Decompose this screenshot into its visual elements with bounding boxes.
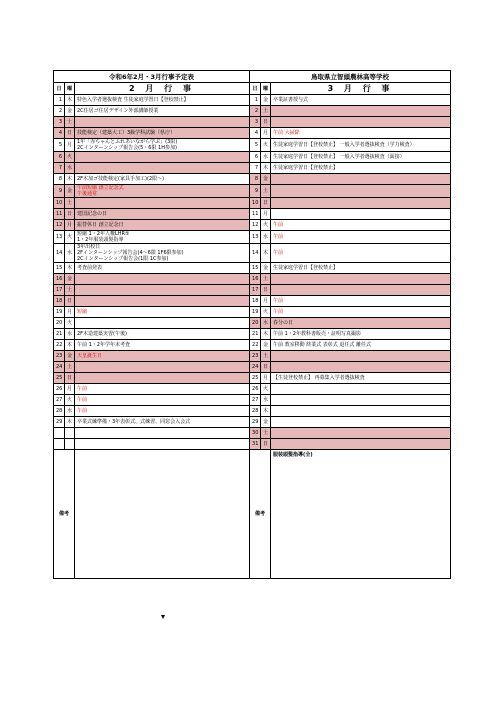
feb-day-number: 27 <box>54 395 65 406</box>
mar-event-cell <box>271 428 451 439</box>
mar-event-cell <box>271 340 451 351</box>
feb-day-number: 22 <box>54 340 65 351</box>
feb-weekday: 土 <box>65 117 75 128</box>
mar-day-number: 7 <box>250 163 261 174</box>
mar-day-number: 20 <box>250 318 261 329</box>
mar-weekday: 火 <box>261 220 271 231</box>
mar-day-number: 25 <box>250 373 261 384</box>
mar-event-cell <box>271 417 451 428</box>
mar-event-cell <box>271 329 451 340</box>
event-line: 午前 <box>273 234 284 240</box>
feb-day-number: 29 <box>54 417 65 428</box>
feb-event-cell <box>75 384 250 395</box>
feb-weekday: 木 <box>65 417 75 428</box>
event-line: 1年「赤ちゃんとふれあいながら学ぶ」(3限) <box>77 139 178 145</box>
feb-weekday: 金 <box>65 106 75 117</box>
feb-event-cell <box>75 439 250 450</box>
feb-day-number <box>54 428 65 439</box>
mar-event-cell <box>271 263 451 274</box>
event-line: 午前 <box>273 309 284 315</box>
feb-event-cell <box>75 263 250 274</box>
event-line: 振替休日 創立記念日 <box>77 222 124 228</box>
table-row <box>54 106 451 117</box>
feb-weekday: 金 <box>65 185 75 198</box>
feb-event-cell <box>75 174 250 185</box>
mar-event-cell <box>271 163 451 174</box>
schedule-sheet <box>53 70 450 579</box>
mar-event-cell <box>271 373 451 384</box>
mar-day-number: 2 <box>250 106 261 117</box>
event-line: 生徒家庭学習日【登校禁止】 一般入学者選抜検査（学力検査） <box>273 142 415 148</box>
feb-event-cell <box>75 296 250 307</box>
feb-weekday: 月 <box>65 139 75 152</box>
feb-day-number: 17 <box>54 285 65 296</box>
mar-weekday: 水 <box>261 231 271 244</box>
mar-day-number: 26 <box>250 384 261 395</box>
feb-weekday: 水 <box>65 329 75 340</box>
event-line: 午前短縮 創立記念式 <box>77 185 124 191</box>
mar-weekday: 月 <box>261 296 271 307</box>
mar-day-number: 21 <box>250 329 261 340</box>
mar-event-cell <box>271 406 451 417</box>
mar-weekday: 月 <box>261 373 271 384</box>
table-row <box>54 351 451 362</box>
mar-day-number: 3 <box>250 117 261 128</box>
col-day-feb: 日 <box>54 83 65 95</box>
mar-day-number: 19 <box>250 307 261 318</box>
feb-day-number <box>54 439 65 450</box>
feb-weekday: 木 <box>65 174 75 185</box>
feb-weekday: 木 <box>65 95 75 106</box>
mar-weekday: 木 <box>261 329 271 340</box>
col-weekday-mar: 曜 <box>261 83 271 95</box>
mar-weekday: 日 <box>261 117 271 128</box>
mar-weekday: 日 <box>261 285 271 296</box>
mar-weekday: 火 <box>261 384 271 395</box>
event-line: 午前 <box>273 250 284 256</box>
feb-day-number: 18 <box>54 296 65 307</box>
column-header-row <box>54 83 451 95</box>
mar-weekday: 木 <box>261 163 271 174</box>
feb-event-cell <box>75 220 250 231</box>
event-line: 午前 <box>77 408 88 414</box>
arrow-down-icon <box>161 615 165 619</box>
table-row <box>54 307 451 318</box>
feb-day-number: 25 <box>54 373 65 384</box>
feb-weekday: 金 <box>65 274 75 285</box>
table-row <box>54 329 451 340</box>
feb-weekday: 火 <box>65 318 75 329</box>
feb-day-number: 24 <box>54 362 65 373</box>
feb-day-number: 26 <box>54 384 65 395</box>
mar-weekday: 日 <box>261 362 271 373</box>
feb-weekday: 火 <box>65 152 75 163</box>
feb-day-number: 12 <box>54 220 65 231</box>
mar-day-number: 15 <box>250 263 261 274</box>
mar-weekday: 火 <box>261 139 271 152</box>
mar-event-cell <box>271 231 451 244</box>
mar-day-number: 14 <box>250 244 261 263</box>
event-line: 2F木加ゴ技能検定(家具手加工)(2限〜) <box>77 176 165 182</box>
event-line: 卒業式練準備・3年表彰式、式練習、同窓会入会式 <box>77 419 191 425</box>
col-weekday-feb: 曜 <box>65 83 75 95</box>
table-row <box>54 274 451 285</box>
feb-event-cell <box>75 406 250 417</box>
feb-weekday: 月 <box>65 384 75 395</box>
feb-weekday <box>65 439 75 450</box>
col-day-mar: 日 <box>250 83 261 95</box>
schedule-table <box>53 70 451 579</box>
mar-day-number: 30 <box>250 428 261 439</box>
table-row <box>54 95 451 106</box>
table-row <box>54 417 451 428</box>
feb-weekday: 火 <box>65 231 75 244</box>
mar-weekday: 土 <box>261 274 271 285</box>
mar-weekday: 木 <box>261 244 271 263</box>
mar-weekday: 木 <box>261 406 271 417</box>
feb-event-cell <box>75 274 250 285</box>
event-line: 建国記念の日 <box>77 211 108 217</box>
mar-day-number: 10 <box>250 198 261 209</box>
table-row <box>54 198 451 209</box>
mar-event-cell <box>271 209 451 220</box>
feb-day-number: 3 <box>54 117 65 128</box>
mar-event-cell <box>271 307 451 318</box>
feb-day-number: 7 <box>54 163 65 174</box>
mar-day-number: 16 <box>250 274 261 285</box>
feb-event-cell <box>75 106 250 117</box>
mar-day-number: 1 <box>250 95 261 106</box>
notes-mar: 服装頭髪指導(全) <box>271 450 451 579</box>
mar-event-cell <box>271 198 451 209</box>
table-row <box>54 163 451 174</box>
table-row <box>54 384 451 395</box>
mar-event-cell <box>271 174 451 185</box>
feb-weekday: 日 <box>65 296 75 307</box>
event-line: 短縮 1・2年人権LHR⑤ <box>77 231 130 237</box>
mar-day-number: 11 <box>250 209 261 220</box>
mar-weekday: 日 <box>261 439 271 450</box>
table-row <box>54 296 451 307</box>
mar-event-cell <box>271 95 451 106</box>
feb-weekday: 水 <box>65 406 75 417</box>
mar-event-cell <box>271 384 451 395</box>
mar-weekday: 金 <box>261 263 271 274</box>
event-line: 午前 大掃除 <box>273 130 300 136</box>
mar-day-number: 12 <box>250 220 261 231</box>
mar-day-number: 5 <box>250 139 261 152</box>
feb-event-cell <box>75 395 250 406</box>
mar-day-number: 8 <box>250 174 261 185</box>
feb-event-cell <box>75 307 250 318</box>
feb-event-cell <box>75 285 250 296</box>
feb-event-cell <box>75 318 250 329</box>
feb-weekday: 土 <box>65 198 75 209</box>
event-line: 天皇誕生日 <box>77 353 103 359</box>
feb-event-cell <box>75 209 250 220</box>
feb-weekday: 日 <box>65 128 75 139</box>
schedule-title: 令和6年2月・3月行事予定表 <box>54 71 250 83</box>
table-row <box>54 231 451 244</box>
feb-day-number: 14 <box>54 244 65 263</box>
feb-day-number: 11 <box>54 209 65 220</box>
feb-event-cell <box>75 198 250 209</box>
table-row <box>54 139 451 152</box>
event-line: 午前 <box>273 222 284 228</box>
event-line: 技能検定（建築大工）3級学科試験（県庁） <box>77 130 176 136</box>
table-row <box>54 185 451 198</box>
mar-weekday: 金 <box>261 417 271 428</box>
feb-heading: 2 月 行 事 <box>75 83 250 95</box>
mar-event-cell <box>271 106 451 117</box>
table-row <box>54 117 451 128</box>
mar-weekday: 水 <box>261 152 271 163</box>
notes-feb <box>75 450 250 579</box>
feb-weekday <box>65 428 75 439</box>
table-row <box>54 128 451 139</box>
school-name: 鳥取県立智頭農林高等学校 <box>250 71 451 83</box>
mar-event-cell <box>271 439 451 450</box>
notes-label-mar: 備考 <box>250 450 271 579</box>
feb-day-number: 8 <box>54 174 65 185</box>
title-row <box>54 71 451 83</box>
event-line: 1・2年服装頭髪指導 <box>77 237 124 243</box>
event-line: 午前 1・2年教科書販売・証明写真撮影 <box>273 331 361 337</box>
table-row <box>54 263 451 274</box>
event-line: 午前 1・2年学年末考査 <box>77 342 130 348</box>
feb-event-cell <box>75 428 250 439</box>
feb-event-cell <box>75 340 250 351</box>
feb-day-number: 16 <box>54 274 65 285</box>
mar-day-number: 6 <box>250 152 261 163</box>
mar-event-cell <box>271 318 451 329</box>
feb-day-number: 9 <box>54 185 65 198</box>
table-row <box>54 152 451 163</box>
event-line: 生徒家庭学習日【登校禁止】 <box>273 265 339 271</box>
feb-day-number: 10 <box>54 198 65 209</box>
mar-event-cell <box>271 185 451 198</box>
feb-weekday: 土 <box>65 362 75 373</box>
feb-weekday: 水 <box>65 244 75 263</box>
mar-day-number: 27 <box>250 395 261 406</box>
mar-weekday: 土 <box>261 185 271 198</box>
mar-event-cell <box>271 296 451 307</box>
event-line: 2C住居ゴ住居デザイン外部講師授業 <box>77 108 159 114</box>
feb-day-number: 4 <box>54 128 65 139</box>
mar-event-cell <box>271 139 451 152</box>
feb-event-cell <box>75 231 250 244</box>
event-line: 2Fインターンシップ報告会(4〜6限 1F6限参加) <box>77 250 184 256</box>
mar-event-cell <box>271 362 451 373</box>
table-row <box>54 244 451 263</box>
mar-day-number: 23 <box>250 351 261 362</box>
mar-weekday: 水 <box>261 318 271 329</box>
table-row <box>54 209 451 220</box>
feb-day-number: 2 <box>54 106 65 117</box>
feb-day-number: 5 <box>54 139 65 152</box>
feb-event-cell <box>75 139 250 152</box>
feb-weekday: 木 <box>65 263 75 274</box>
mar-event-cell <box>271 220 451 231</box>
event-line: 短縮 <box>77 309 88 315</box>
mar-weekday: 水 <box>261 395 271 406</box>
mar-event-cell <box>271 274 451 285</box>
table-row <box>54 439 451 450</box>
notes-row <box>54 450 451 579</box>
event-line: 生徒家庭学習日【登校禁止】 一般入学者選抜検査（面接） <box>273 154 405 160</box>
feb-weekday: 火 <box>65 395 75 406</box>
event-line: 2Cインターンシップ報告会(5・6限 1H参加) <box>77 145 177 151</box>
table-row <box>54 395 451 406</box>
mar-weekday: 金 <box>261 174 271 185</box>
table-row <box>54 285 451 296</box>
feb-event-cell <box>75 373 250 384</box>
event-line: 午後通常 <box>77 191 98 197</box>
feb-weekday: 土 <box>65 285 75 296</box>
table-row <box>54 428 451 439</box>
feb-event-cell <box>75 244 250 263</box>
mar-heading: 3 月 行 事 <box>271 83 451 95</box>
feb-weekday: 月 <box>65 220 75 231</box>
feb-event-cell <box>75 128 250 139</box>
event-line: 卒業証書授与式 <box>273 97 309 103</box>
mar-day-number: 29 <box>250 417 261 428</box>
feb-event-cell <box>75 185 250 198</box>
event-line: 生徒家庭学習日【登校禁止】 <box>273 165 339 171</box>
mar-weekday: 火 <box>261 307 271 318</box>
feb-event-cell <box>75 117 250 128</box>
event-line: 午前 教室移動 終業式 表彰式 退任式 離任式 <box>273 342 371 348</box>
mar-day-number: 13 <box>250 231 261 244</box>
feb-event-cell <box>75 163 250 174</box>
event-line: 特色入学者選抜検査 生徒家庭学習日【登校禁止】 <box>77 97 189 103</box>
feb-weekday: 金 <box>65 351 75 362</box>
mar-event-cell <box>271 244 451 263</box>
feb-weekday: 木 <box>65 340 75 351</box>
event-line: 午前 <box>77 397 88 403</box>
feb-day-number: 21 <box>54 329 65 340</box>
table-row <box>54 220 451 231</box>
feb-event-cell <box>75 417 250 428</box>
feb-day-number: 19 <box>54 307 65 318</box>
table-row <box>54 174 451 185</box>
event-line: 春分の日 <box>273 320 294 326</box>
feb-event-cell <box>75 152 250 163</box>
table-row <box>54 373 451 384</box>
mar-day-number: 31 <box>250 439 261 450</box>
feb-weekday: 日 <box>65 209 75 220</box>
feb-day-number: 6 <box>54 152 65 163</box>
feb-event-cell <box>75 329 250 340</box>
event-line: 2F木造建築実習(午後) <box>77 331 127 337</box>
feb-day-number: 13 <box>54 231 65 244</box>
notes-label-feb: 備考 <box>54 450 75 579</box>
mar-day-number: 24 <box>250 362 261 373</box>
feb-day-number: 28 <box>54 406 65 417</box>
mar-day-number: 22 <box>250 340 261 351</box>
mar-day-number: 17 <box>250 285 261 296</box>
mar-weekday: 月 <box>261 209 271 220</box>
table-row <box>54 406 451 417</box>
mar-weekday: 金 <box>261 95 271 106</box>
event-line: 3年出校日 <box>77 244 101 250</box>
mar-day-number: 28 <box>250 406 261 417</box>
mar-event-cell <box>271 285 451 296</box>
mar-day-number: 18 <box>250 296 261 307</box>
event-line: 午前 <box>273 298 284 304</box>
feb-event-cell <box>75 362 250 373</box>
table-row <box>54 362 451 373</box>
mar-weekday: 月 <box>261 128 271 139</box>
event-line: 考査前発表 <box>77 265 103 271</box>
feb-event-cell <box>75 351 250 362</box>
feb-event-cell <box>75 95 250 106</box>
mar-event-cell <box>271 117 451 128</box>
feb-weekday: 水 <box>65 163 75 174</box>
mar-weekday: 金 <box>261 340 271 351</box>
table-row <box>54 318 451 329</box>
mar-day-number: 9 <box>250 185 261 198</box>
mar-weekday: 土 <box>261 351 271 362</box>
feb-day-number: 15 <box>54 263 65 274</box>
feb-weekday: 日 <box>65 373 75 384</box>
feb-weekday: 月 <box>65 307 75 318</box>
mar-weekday: 土 <box>261 106 271 117</box>
mar-event-cell <box>271 152 451 163</box>
mar-event-cell <box>271 395 451 406</box>
event-line: 午前 <box>77 386 88 392</box>
event-line: 【生徒登校禁止】 再募集入学者選抜検査 <box>273 375 365 381</box>
mar-event-cell <box>271 351 451 362</box>
mar-day-number: 4 <box>250 128 261 139</box>
feb-day-number: 20 <box>54 318 65 329</box>
feb-day-number: 1 <box>54 95 65 106</box>
mar-event-cell <box>271 128 451 139</box>
event-line: 2Cインターンシップ報告会(1限 1C参加) <box>77 256 169 262</box>
feb-day-number: 23 <box>54 351 65 362</box>
mar-weekday: 土 <box>261 428 271 439</box>
mar-weekday: 日 <box>261 198 271 209</box>
table-row <box>54 340 451 351</box>
